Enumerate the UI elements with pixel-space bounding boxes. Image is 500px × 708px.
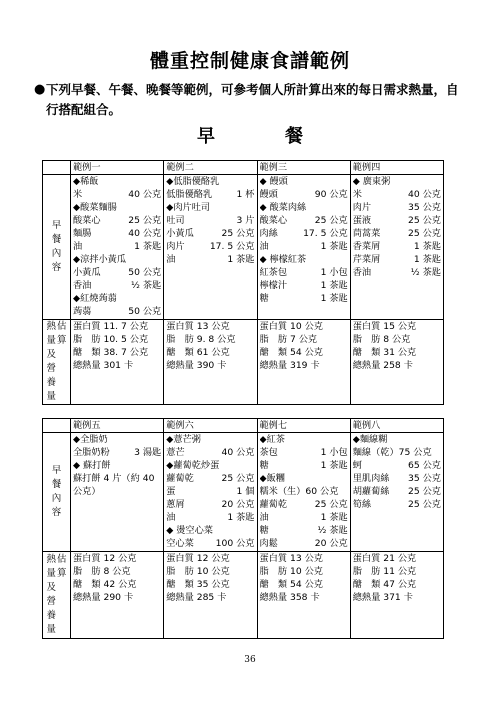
item-name: 吐司 [166,215,185,226]
menu-cell [257,175,350,320]
item-amount: 17. 5 公克 [209,241,255,252]
menu-cell [71,433,164,552]
nutrition-line: 脂 肪 9. 8 公克 [166,334,236,345]
menu-line [73,253,161,266]
item-name: 肉片 [352,202,372,213]
item-amount: 100 公克 [215,538,255,549]
breakfast-table-2 [42,418,444,639]
item-name: 蘿蔔乾 [166,473,194,484]
menu-line [260,214,348,227]
nutrition-line: 脂 肪 8 公克 [352,334,411,345]
menu-line [260,279,348,292]
item-amount: 1 小包 [320,447,348,458]
nutrition-line: 醣 類 42 公克 [73,579,137,590]
row-label-char: 早 [51,465,62,476]
section-heading-breakfast: 早 餐 [197,126,329,147]
menu-line [73,433,161,446]
nutrition-line: 脂 肪 8 公克 [73,566,131,577]
menu-line [260,524,348,537]
nutrition-cell [164,320,257,405]
item-amount: 1 茶匙 [320,280,348,291]
nutrition-row [43,552,444,639]
item-name: 麵線（乾）75 公克 [352,447,432,458]
column-header: 範例六 [164,419,257,433]
nutrition-line: 醣 類 38. 7 公克 [73,347,149,358]
item-name: ◆ 燙空心菜 [166,525,213,536]
item-name: 油 [166,254,176,265]
item-amount: 3 片 [236,215,255,226]
row-label-char: 量 [46,335,56,346]
item-amount: 17. 5 公克 [303,228,348,239]
item-amount: ½ 茶匙 [410,267,441,278]
nutrition-line: 蛋白質 21 公克 [352,553,417,564]
item-name: 香油 [352,267,372,278]
item-name: ◆紅茶 [259,434,285,445]
row-label-char: 營 [46,596,56,607]
menu-line [260,472,348,485]
item-amount: 1 小包 [320,267,348,278]
item-name: 蒟蒻 [73,306,92,317]
menu-line [73,292,161,305]
item-amount: 50 公克 [128,267,162,278]
item-name: ◆稀飯 [73,176,99,187]
breakfast-table-1 [42,160,444,405]
row-label [43,320,71,405]
menu-line [260,498,348,511]
menu-line [166,433,254,446]
item-name: 酸菜心 [259,215,288,226]
menu-line [166,498,254,511]
nutrition-line: 總熱量 358 卡 [259,592,320,603]
item-name: ◆飯糰 [259,473,285,484]
item-name: 肉片 [166,241,185,252]
item-name: 米 [352,189,362,200]
item-name: 空心菜 [166,538,194,549]
menu-cell [164,175,257,320]
row-label-char: 容 [51,262,62,273]
item-name: 糯米（生）60 公克 [259,486,339,497]
item-name: 蘿蔔乾 [259,499,288,510]
menu-line [166,511,254,524]
row-label-col [46,320,56,404]
item-name: ◆肉片吐司 [166,202,211,213]
item-amount: 1 茶匙 [227,512,255,523]
item-amount: 25 公克 [314,499,348,510]
menu-line [73,485,161,498]
row-label-char: 養 [46,610,56,621]
menu-line [166,524,254,537]
item-amount: 20 公克 [221,499,255,510]
menu-cell [164,433,257,552]
menu-line [260,188,348,201]
nutrition-line: 醣 類 47 公克 [352,579,417,590]
item-amount: 1 杯 [236,189,255,200]
row-label-wrap [45,553,68,637]
item-name: 酸菜心 [73,215,101,226]
item-amount: 1 茶匙 [320,241,348,252]
column-header: 範例四 [350,161,443,175]
item-name: ◆薏芒粥 [166,434,201,445]
column-header: 範例三 [257,161,350,175]
nutrition-line: 蛋白質 10 公克 [259,321,323,332]
corner-cell [43,419,71,433]
menu-cell [350,433,443,552]
item-amount: 1 茶匙 [320,512,348,523]
row-label-char: 營 [46,363,56,374]
menu-line [260,511,348,524]
column-header: 範例七 [257,419,350,433]
item-amount: 1 茶匙 [413,241,441,252]
row-label-char: 早 [51,220,62,231]
menu-line [353,433,441,446]
nutrition-line: 蛋白質 13 公克 [166,321,230,332]
item-amount: 1 個 [236,486,255,497]
item-name: 檸檬汁 [259,280,288,291]
item-name: 紅茶包 [259,267,288,278]
menu-line [166,175,254,188]
item-name: 小黃瓜 [166,228,194,239]
item-name: 肉絲 [259,228,278,239]
item-name: 芹菜屑 [352,254,381,265]
nutrition-line: 脂 肪 10 公克 [259,566,323,577]
item-name: 公克） [73,486,101,497]
item-name: 蛋 [166,486,176,497]
row-label-char: 及 [46,582,56,593]
nutrition-line: 蛋白質 13 公克 [259,553,323,564]
item-amount: 1 茶匙 [134,241,162,252]
item-name: 胡蘿蔔絲 [352,486,390,497]
menu-line [260,537,348,550]
item-name: 薏芒 [166,447,185,458]
nutrition-cell [350,552,443,639]
nutrition-line: 脂 肪 10 公克 [166,566,230,577]
content-row [43,175,444,320]
menu-line [166,253,254,266]
menu-line [260,292,348,305]
item-name: ◆ 饅頭 [259,176,288,187]
nutrition-line: 總熱量 285 卡 [166,592,227,603]
item-name: 油 [166,512,176,523]
item-amount: 35 公克 [408,473,441,484]
bullet-icon: ● [34,82,46,97]
menu-line [73,201,161,214]
item-name: 蔥屑 [166,499,185,510]
nutrition-line: 總熱量 301 卡 [73,360,134,371]
menu-line [353,485,441,498]
item-amount: 25 公克 [221,473,255,484]
menu-line [166,459,254,472]
corner-cell [43,161,71,175]
menu-line [353,201,441,214]
nutrition-cell [164,552,257,639]
item-name: 麵腸 [73,228,92,239]
menu-line [166,188,254,201]
menu-line [260,433,348,446]
menu-line [353,227,441,240]
menu-line [260,240,348,253]
item-amount: 3 湯匙 [134,447,162,458]
row-label-char: 算 [57,335,67,346]
menu-line [166,214,254,227]
menu-line [353,472,441,485]
nutrition-cell [257,552,350,639]
nutrition-line: 脂 肪 10. 5 公克 [73,334,149,345]
menu-line [353,266,441,279]
nutrition-line: 蛋白質 12 公克 [166,553,230,564]
menu-cell [350,175,443,320]
nutrition-line: 蛋白質 11. 7 公克 [73,321,149,332]
item-amount: 90 公克 [314,189,348,200]
menu-line [73,472,161,485]
item-name: 饅頭 [259,189,278,200]
menu-line [166,472,254,485]
menu-line [166,537,254,550]
item-amount: 35 公克 [408,202,441,213]
menu-line [73,175,161,188]
item-amount: 1 茶匙 [227,254,255,265]
row-label [43,175,71,320]
nutrition-line: 蛋白質 12 公克 [73,553,137,564]
nutrition-cell [71,552,164,639]
row-label-char: 熱 [46,321,56,332]
menu-line [260,446,348,459]
nutrition-cell [350,320,443,405]
nutrition-line: 脂 肪 7 公克 [259,334,318,345]
item-amount: 25 公克 [314,215,348,226]
menu-line [260,253,348,266]
column-header: 範例一 [71,161,164,175]
item-name: ◆ 蘇打餅 [73,460,111,471]
menu-line [166,201,254,214]
menu-line [353,214,441,227]
nutrition-line: 總熱量 290 卡 [73,592,134,603]
row-label-char: 熱 [46,554,56,565]
item-name: 糖 [259,460,269,471]
row-label-char: 餐 [51,234,62,245]
row-label-col [57,320,67,404]
row-label-wrap [45,320,68,404]
item-amount: 25 公克 [408,215,441,226]
row-label-char: 量 [46,624,56,635]
item-name: 蛋液 [352,215,372,226]
row-label-char: 餐 [51,479,62,490]
menu-line [73,214,161,227]
header-row [43,419,444,433]
item-name: 蘇打餅 4 片（約 40 [73,473,155,484]
page-title: 體重控制健康食譜範例 [149,50,350,72]
item-amount: 40 公克 [408,189,441,200]
menu-line [73,459,161,472]
menu-line [260,201,348,214]
menu-line [260,266,348,279]
menu-line [353,498,441,511]
item-name: ◆紅燒蒟蒻 [73,293,117,304]
item-name: 筍絲 [352,499,372,510]
item-amount: 40 公克 [128,189,162,200]
nutrition-line: 總熱量 258 卡 [352,360,413,371]
nutrition-row [43,320,444,405]
item-amount: ½ 茶匙 [317,525,348,536]
menu-line [353,459,441,472]
menu-cell [71,175,164,320]
nutrition-line: 醣 類 54 公克 [259,347,323,358]
item-name: ◆麵線糊 [352,434,388,445]
item-name: 油 [73,241,83,252]
item-name: ◆蘿蔔乾炒蛋 [166,460,220,471]
column-header: 範例五 [71,419,164,433]
item-amount: 40 公克 [221,447,255,458]
menu-line [166,227,254,240]
item-amount: 25 公克 [408,499,441,510]
item-amount: 25 公克 [408,486,441,497]
item-name: 糖 [259,293,269,304]
menu-line [353,188,441,201]
item-name: ◆ 酸菜肉絲 [259,202,307,213]
menu-line [166,446,254,459]
item-amount: ½ 茶匙 [131,280,162,291]
item-name: 糖 [259,525,269,536]
menu-line [260,459,348,472]
item-name: 低脂優酪乳 [166,189,213,200]
menu-line [166,240,254,253]
menu-line [353,175,441,188]
item-amount: 20 公克 [314,538,348,549]
item-name: 肉鬆 [259,538,278,549]
intro-text: 下列早餐、午餐、晚餐等範例，可參考個人所計算出來的每日需求熱量，自行搭配組合。 [46,82,459,117]
nutrition-line: 總熱量 319 卡 [259,360,320,371]
item-name: 全脂奶粉 [73,447,110,458]
row-label-col [57,553,67,637]
row-label-char: 養 [46,377,56,388]
menu-line [166,485,254,498]
intro-paragraph [34,80,466,120]
row-label-char: 內 [51,493,62,504]
row-label-char: 及 [46,349,56,360]
item-name: ◆酸菜麵腸 [73,202,117,213]
row-label-col [46,553,56,637]
nutrition-line: 總熱量 390 卡 [166,360,227,371]
item-name: 茼蒿菜 [352,228,381,239]
menu-line [260,485,348,498]
row-label-char: 算 [57,568,67,579]
menu-cell [257,433,350,552]
item-name: ◆ 廣東粥 [352,176,391,187]
row-label-char: 估 [57,554,67,565]
item-amount: 25 公克 [408,228,441,239]
item-amount: 1 茶匙 [320,293,348,304]
nutrition-line: 蛋白質 15 公克 [352,321,417,332]
item-amount: 25 公克 [128,215,162,226]
item-name: 油 [259,241,269,252]
item-amount: 50 公克 [128,306,162,317]
item-name: 茶包 [259,447,278,458]
header-row [43,161,444,175]
item-amount: 40 公克 [128,228,162,239]
item-name: ◆涼拌小黃瓜 [73,254,127,265]
row-label [43,433,71,552]
nutrition-line: 脂 肪 11 公克 [352,566,417,577]
nutrition-line: 醣 類 61 公克 [166,347,230,358]
row-label-char: 量 [46,568,56,579]
item-name: ◆全脂奶 [73,434,108,445]
item-name: 米 [73,189,83,200]
item-name: ◆ 檸檬紅茶 [259,254,307,265]
item-amount: 1 茶匙 [320,460,348,471]
nutrition-line: 醣 類 54 公克 [259,579,323,590]
page-number: 36 [244,655,256,665]
menu-line [73,305,161,318]
column-header: 範例二 [164,161,257,175]
menu-line [73,227,161,240]
column-header: 範例八 [350,419,443,433]
item-name: ◆低脂優酪乳 [166,176,220,187]
menu-line [73,188,161,201]
nutrition-line: 總熱量 371 卡 [352,592,413,603]
item-name: 里肌肉絲 [352,473,390,484]
row-label-char: 內 [51,248,62,259]
nutrition-line: 醣 類 31 公克 [352,347,417,358]
item-amount: 65 公克 [408,460,441,471]
row-label-char: 估 [57,321,67,332]
menu-line [73,266,161,279]
menu-line [353,253,441,266]
item-name: 香菜屑 [352,241,381,252]
menu-line [353,446,441,459]
menu-line [73,279,161,292]
item-name: 蚵 [352,460,362,471]
menu-line [260,227,348,240]
row-label [43,552,71,639]
content-row [43,433,444,552]
nutrition-line: 醣 類 35 公克 [166,579,230,590]
item-name: 香油 [73,280,92,291]
item-name: 油 [259,512,269,523]
menu-line [73,446,161,459]
nutrition-cell [257,320,350,405]
menu-line [73,240,161,253]
item-name: 小黃瓜 [73,267,101,278]
item-amount: 25 公克 [221,228,255,239]
row-label-char: 容 [51,507,62,518]
nutrition-cell [71,320,164,405]
menu-line [353,240,441,253]
menu-line [260,175,348,188]
item-amount: 1 茶匙 [413,254,441,265]
row-label-char: 量 [46,391,56,402]
